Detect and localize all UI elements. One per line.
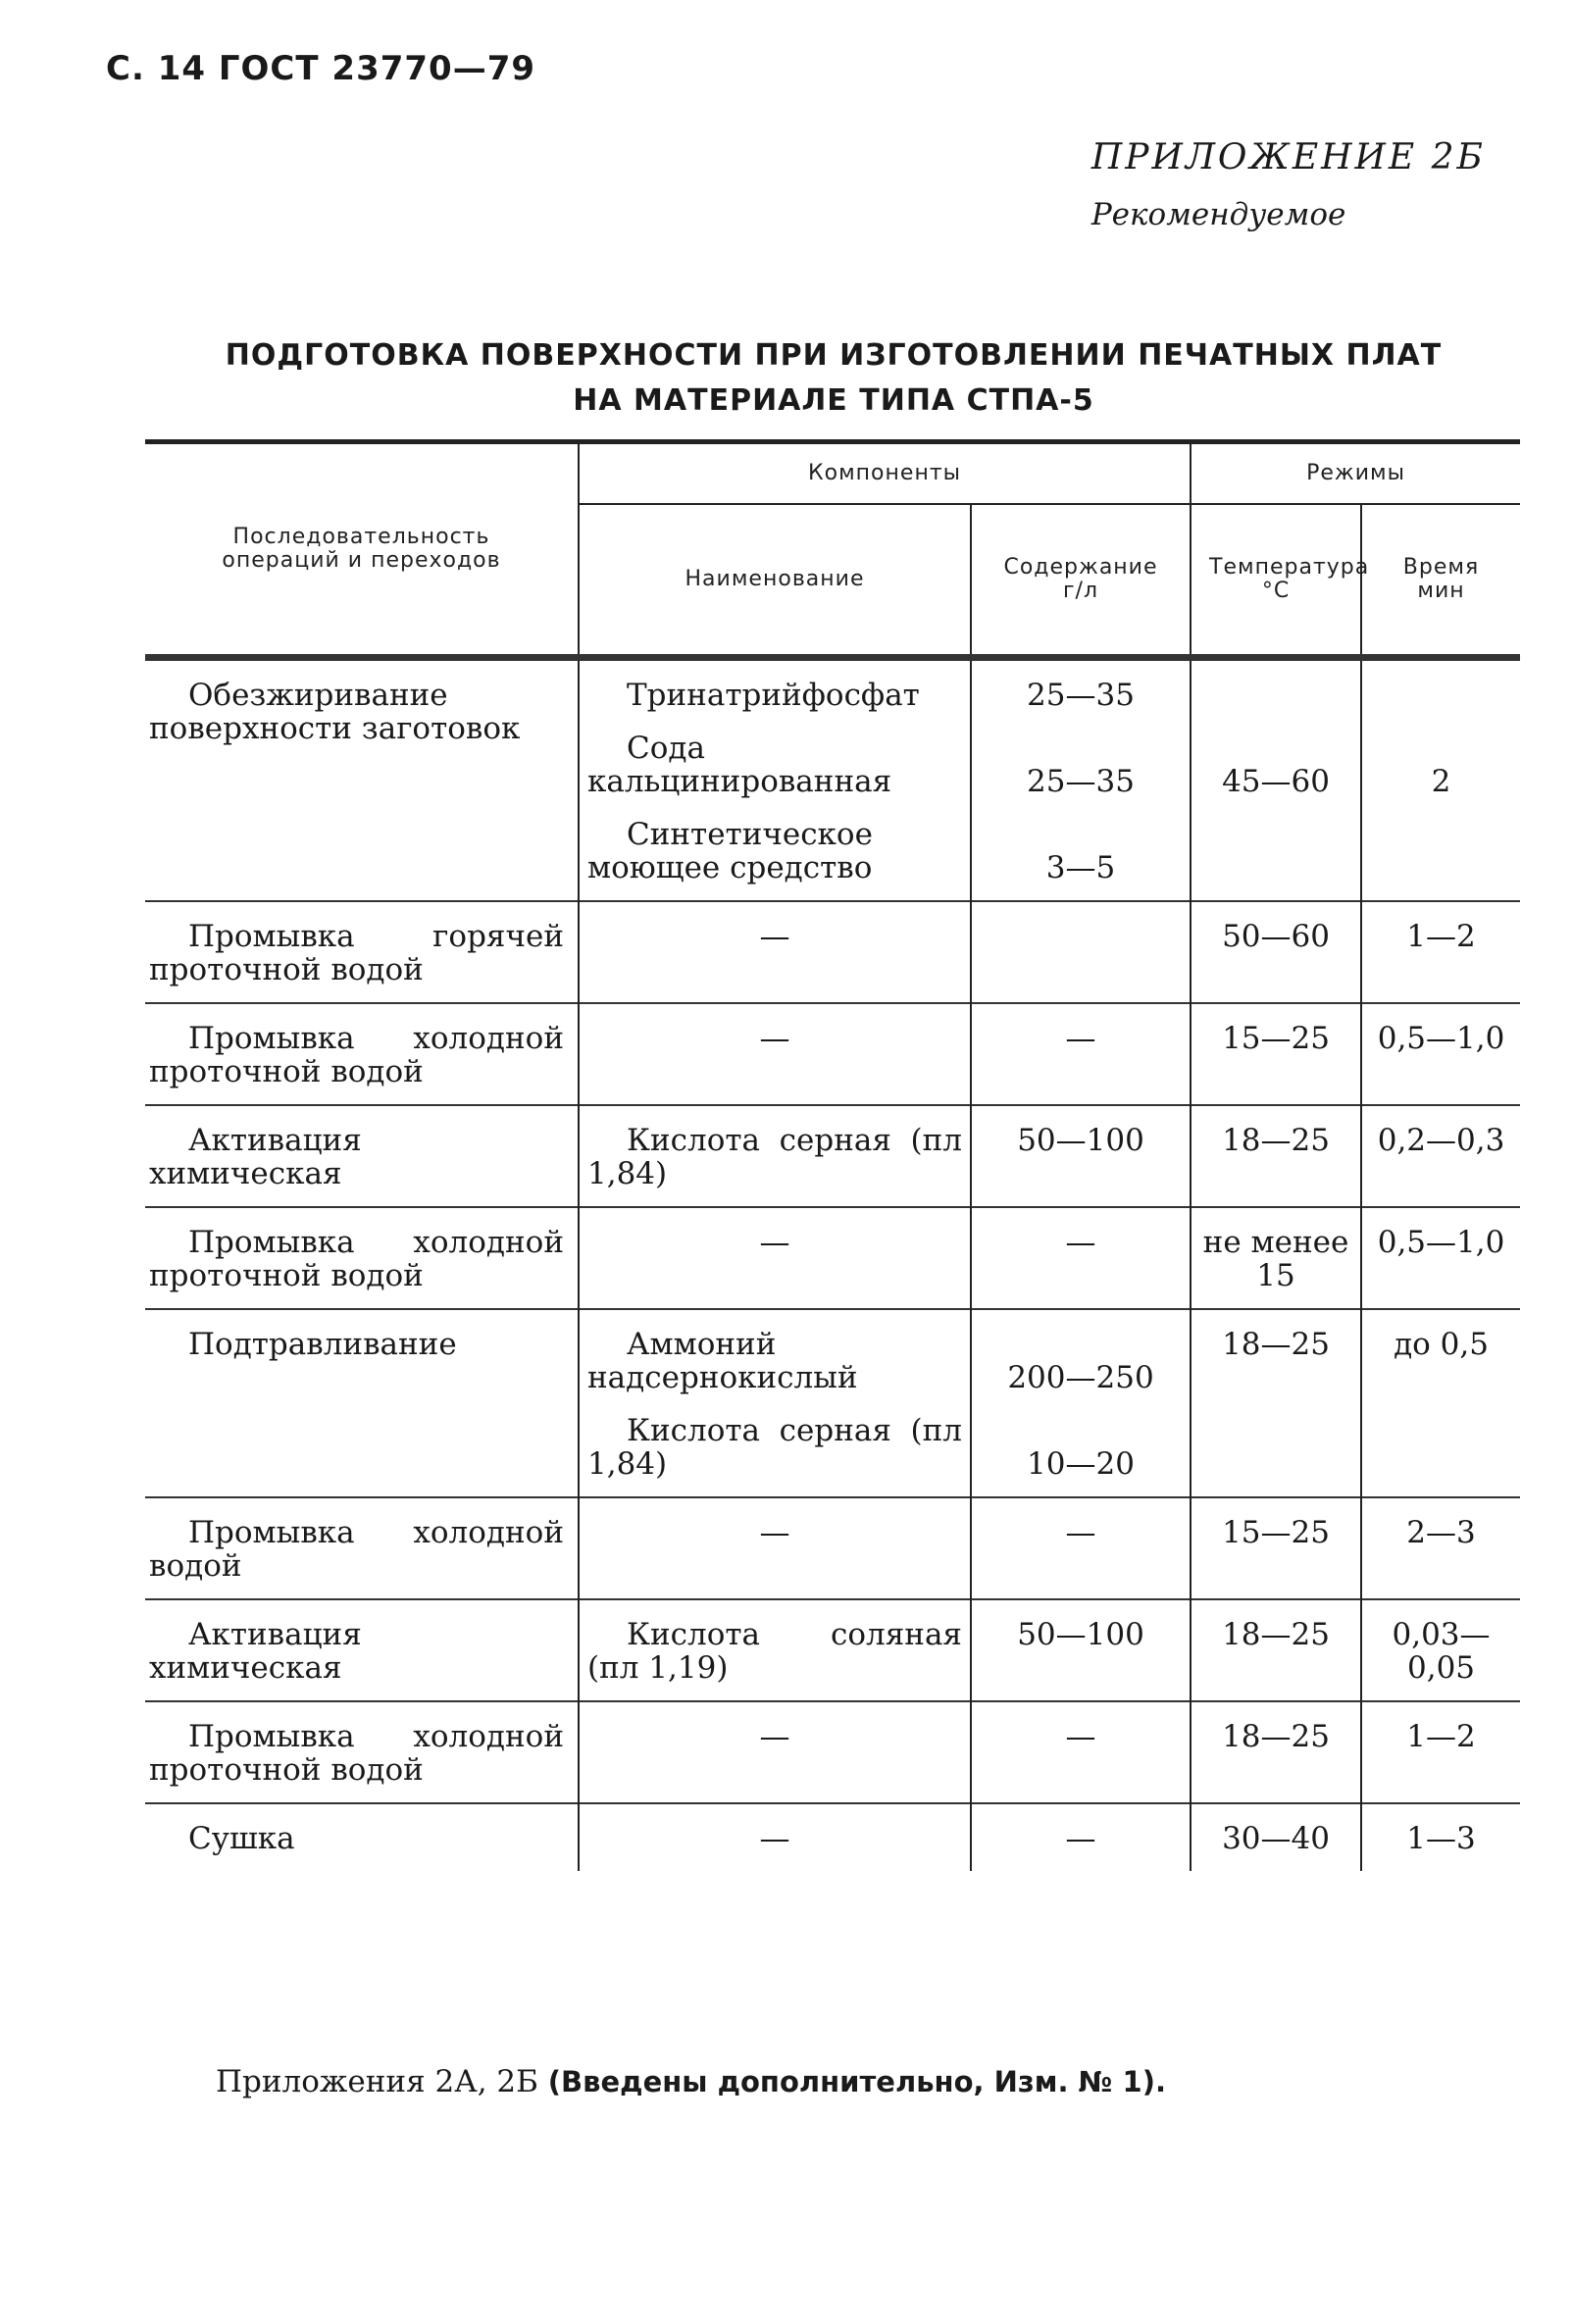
operation-text: Промывка холодной проточной водой	[149, 1225, 564, 1293]
operation-cell	[145, 1599, 579, 1701]
time-cell: 1—2	[1361, 901, 1520, 1003]
temperature-cell: 50—60	[1191, 901, 1361, 1003]
header-temperature: Температура °С	[1191, 504, 1361, 658]
component-name-cell	[579, 1309, 971, 1497]
temperature-cell: 18—25	[1191, 1599, 1361, 1701]
time-cell: 2—3	[1361, 1497, 1520, 1599]
operation-text: Обезжиривание поверхности заготовок	[149, 678, 521, 746]
table-body	[145, 658, 1520, 1872]
time-cell: 1—2	[1361, 1701, 1520, 1803]
operation-cell	[145, 1701, 579, 1803]
header-content: Содержание г/л	[971, 504, 1191, 658]
operation-text: Активация химическая	[149, 1617, 362, 1686]
table-row	[145, 1105, 1520, 1207]
component-content-cell	[971, 1701, 1191, 1803]
component-name: —	[759, 1021, 790, 1056]
temperature-cell: 30—40	[1191, 1803, 1361, 1871]
table-row	[145, 1599, 1520, 1701]
time-cell: 0,2—0,3	[1361, 1105, 1520, 1207]
component-content: —	[1065, 1021, 1096, 1056]
header-modes: Режимы	[1191, 442, 1520, 505]
component-content: —	[1065, 1225, 1096, 1260]
component-content: 10—20	[1027, 1446, 1135, 1482]
operation-cell	[145, 1309, 579, 1497]
document-title	[147, 333, 1520, 424]
component-content: 25—35	[1027, 678, 1135, 713]
page-header: С. 14 ГОСТ 23770—79	[106, 49, 536, 88]
operation-cell	[145, 1497, 579, 1599]
time-cell: до 0,5	[1361, 1309, 1520, 1497]
table-row	[145, 1309, 1520, 1497]
component-content-cell	[971, 658, 1191, 902]
component-name: Синтетическое моющее средство	[587, 817, 873, 885]
temperature-cell: 45—60	[1191, 658, 1361, 902]
operation-text: Промывка холодной водой	[149, 1515, 564, 1584]
operation-text: Промывка горячей проточной водой	[149, 919, 564, 987]
component-name: —	[759, 1225, 790, 1260]
component-content-cell	[971, 1803, 1191, 1871]
operation-text: Сушка	[188, 1821, 295, 1856]
component-content-cell	[971, 901, 1191, 1003]
component-name: Кислота серная (пл 1,84)	[587, 1413, 962, 1482]
component-name-cell	[579, 1207, 971, 1309]
component-name: Аммоний надсернокислый	[587, 1327, 858, 1395]
component-name-cell	[579, 1497, 971, 1599]
header-time: Время мин	[1361, 504, 1520, 658]
appendix-status: Рекомендуемое	[1090, 197, 1346, 232]
component-name: —	[759, 1515, 790, 1550]
component-name-cell	[579, 901, 971, 1003]
component-content: —	[1065, 1515, 1096, 1550]
header-sequence: Последовательность операций и переходов	[145, 442, 579, 658]
table-row	[145, 1497, 1520, 1599]
table-row	[145, 1207, 1520, 1309]
footnote-prefix: Приложения 2А, 2Б	[216, 2064, 538, 2099]
component-name-cell	[579, 1599, 971, 1701]
component-name: —	[759, 1821, 790, 1856]
component-name-cell	[579, 1105, 971, 1207]
header-components: Компоненты	[579, 442, 1191, 505]
table-row	[145, 1803, 1520, 1871]
time-cell: 1—3	[1361, 1803, 1520, 1871]
component-name: —	[759, 919, 790, 954]
component-name: Кислота серная (пл 1,84)	[587, 1123, 962, 1191]
temperature-cell: 18—25	[1191, 1309, 1361, 1497]
component-name-cell	[579, 1803, 971, 1871]
component-name-cell	[579, 1003, 971, 1105]
table-row	[145, 1701, 1520, 1803]
temperature-cell: не менее 15	[1191, 1207, 1361, 1309]
component-content-cell	[971, 1003, 1191, 1105]
operation-cell	[145, 1207, 579, 1309]
title-line-2: НА МАТЕРИАЛЕ ТИПА СТПА-5	[573, 383, 1094, 418]
temperature-cell: 15—25	[1191, 1003, 1361, 1105]
time-cell: 0,5—1,0	[1361, 1207, 1520, 1309]
component-content: 3—5	[1045, 850, 1116, 885]
footnote	[216, 2064, 1166, 2099]
component-content-cell	[971, 1105, 1191, 1207]
component-content: 50—100	[1017, 1123, 1144, 1158]
appendix-block	[1091, 137, 1486, 232]
appendix-label: ПРИЛОЖЕНИЕ 2Б	[1090, 137, 1486, 177]
operation-cell	[145, 1803, 579, 1871]
component-name-cell	[579, 1701, 971, 1803]
temperature-cell: 15—25	[1191, 1497, 1361, 1599]
component-content-cell	[971, 1599, 1191, 1701]
component-content: —	[1065, 1821, 1096, 1856]
time-cell: 0,5—1,0	[1361, 1003, 1520, 1105]
table-row	[145, 658, 1520, 902]
temperature-cell: 18—25	[1191, 1701, 1361, 1803]
operation-cell	[145, 1003, 579, 1105]
operation-text: Промывка холодной проточной водой	[149, 1021, 564, 1089]
component-name: Кислота соляная (пл 1,19)	[587, 1617, 962, 1686]
temperature-cell: 18—25	[1191, 1105, 1361, 1207]
component-content-cell	[971, 1497, 1191, 1599]
component-content: 200—250	[1007, 1360, 1154, 1395]
component-content: 25—35	[1027, 764, 1135, 799]
title-line-1: ПОДГОТОВКА ПОВЕРХНОСТИ ПРИ ИЗГОТОВЛЕНИИ ПЕЧАТНЫХ ПЛАТ	[225, 338, 1443, 373]
time-cell: 2	[1361, 658, 1520, 902]
component-content: 50—100	[1017, 1617, 1144, 1652]
operation-cell	[145, 901, 579, 1003]
operation-text: Подтравливание	[188, 1327, 457, 1362]
component-content: —	[1065, 1719, 1096, 1754]
component-name: Тринатрийфосфат	[627, 678, 920, 713]
operation-text: Активация химическая	[149, 1123, 362, 1191]
footnote-amendment: (Введены дополнительно, Изм. № 1).	[547, 2065, 1166, 2098]
process-table	[145, 439, 1520, 1871]
operation-cell	[145, 1105, 579, 1207]
component-content-cell	[971, 1309, 1191, 1497]
component-content-cell	[971, 1207, 1191, 1309]
table-row	[145, 1003, 1520, 1105]
header-name: Наименование	[579, 504, 971, 658]
time-cell: 0,03—0,05	[1361, 1599, 1520, 1701]
component-name: Сода кальцинированная	[587, 731, 892, 799]
component-name-cell	[579, 658, 971, 902]
component-name: —	[759, 1719, 790, 1754]
operation-text: Промывка холодной проточной водой	[149, 1719, 564, 1788]
table-row	[145, 901, 1520, 1003]
operation-cell	[145, 658, 579, 902]
